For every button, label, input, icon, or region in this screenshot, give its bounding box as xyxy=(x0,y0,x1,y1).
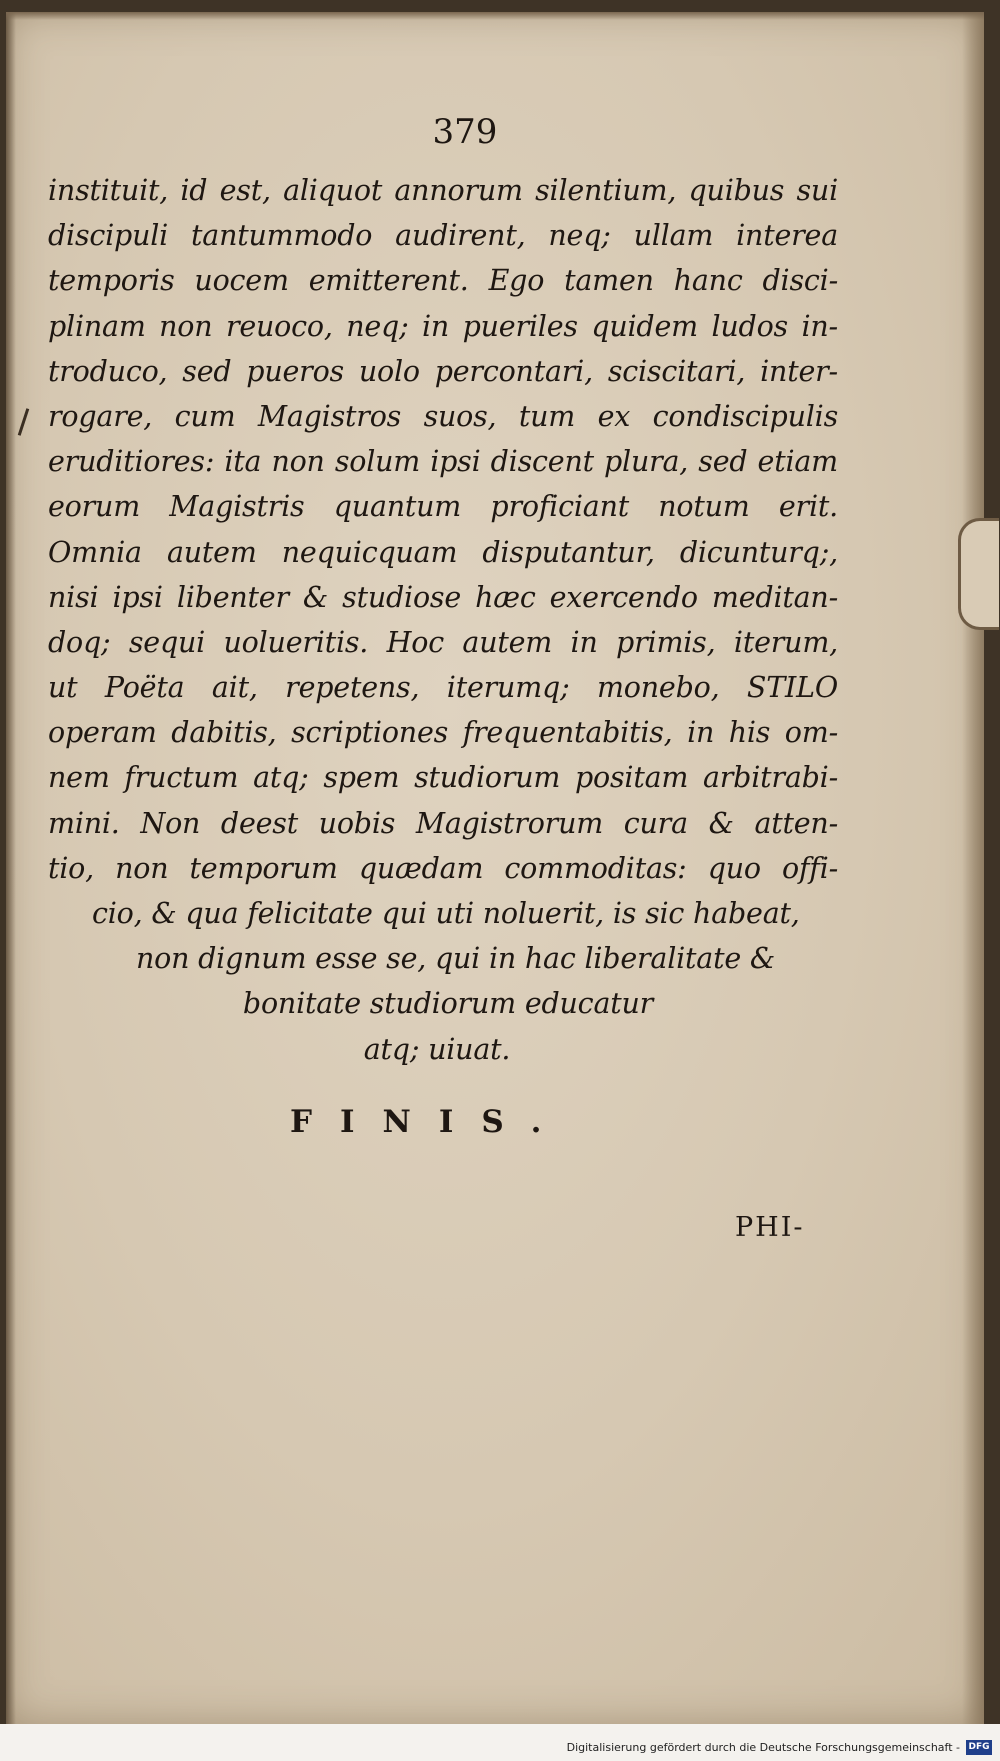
text-line: temporis uocem emitterent. Ego tamen hanc disci- xyxy=(48,264,838,298)
text-line: nisi ipsi libenter & studiose hæc exercendo meditan- xyxy=(48,580,838,614)
text-line: tio, non temporum quædam commoditas: quo offi- xyxy=(48,851,838,885)
catchword: PHI- xyxy=(735,1212,805,1243)
text-line: troduco, sed pueros uolo percontari, sciscitari, inter- xyxy=(48,354,838,388)
text-line: doq; sequi uolueritis. Hoc autem in primis, iterum, xyxy=(48,625,838,659)
dfg-logo: DFG xyxy=(966,1740,992,1755)
text-line: rogare, cum Magistros suos, tum ex condiscipulis xyxy=(48,399,838,433)
text-line: eorum Magistris quantum proficiant notum erit. xyxy=(48,490,838,524)
text-line-centered: atq; uiuat. xyxy=(363,1032,511,1066)
body-text xyxy=(48,168,838,1072)
page-top-edge-shadow xyxy=(6,12,984,20)
text-line-centered: non dignum esse se, qui in hac liberalitate & xyxy=(136,942,776,976)
text-line: operam dabitis, scriptiones frequentabitis, in his om- xyxy=(48,716,838,750)
page-number: 379 xyxy=(432,112,498,152)
text-line: nem fructum atq; spem studiorum positam arbitrabi- xyxy=(48,761,838,795)
text-line: Omnia autem nequicquam disputantur, dicunturq;, xyxy=(48,535,838,569)
page-right-edge-shadow xyxy=(962,12,984,1724)
text-line: discipuli tantummodo audirent, neq; ullam interea xyxy=(48,219,838,253)
finis-heading: FINIS. xyxy=(290,1104,570,1140)
page-left-edge-shadow xyxy=(6,12,16,1724)
text-line-centered: cio, & qua felicitate qui uti noluerit, is sic habeat, xyxy=(92,897,800,930)
text-line-centered: bonitate studiorum educatur xyxy=(242,987,654,1021)
text-line: instituit, id est, aliquot annorum silentium, quibus sui xyxy=(48,174,838,207)
text-line: plinam non reuoco, neq; in pueriles quidem ludos in- xyxy=(48,309,838,343)
text-line: eruditiores: ita non solum ipsi discent plura, sed etiam xyxy=(48,445,838,479)
digitization-credit: Digitalisierung gefördert durch die Deutsche Forschungsgemeinschaft - xyxy=(566,1741,960,1754)
text-line: mini. Non deest uobis Magistrorum cura & atten- xyxy=(48,806,838,840)
text-line: ut Poëta ait, repetens, iterumq; monebo, STILO xyxy=(48,671,838,705)
book-clasp xyxy=(958,518,999,630)
